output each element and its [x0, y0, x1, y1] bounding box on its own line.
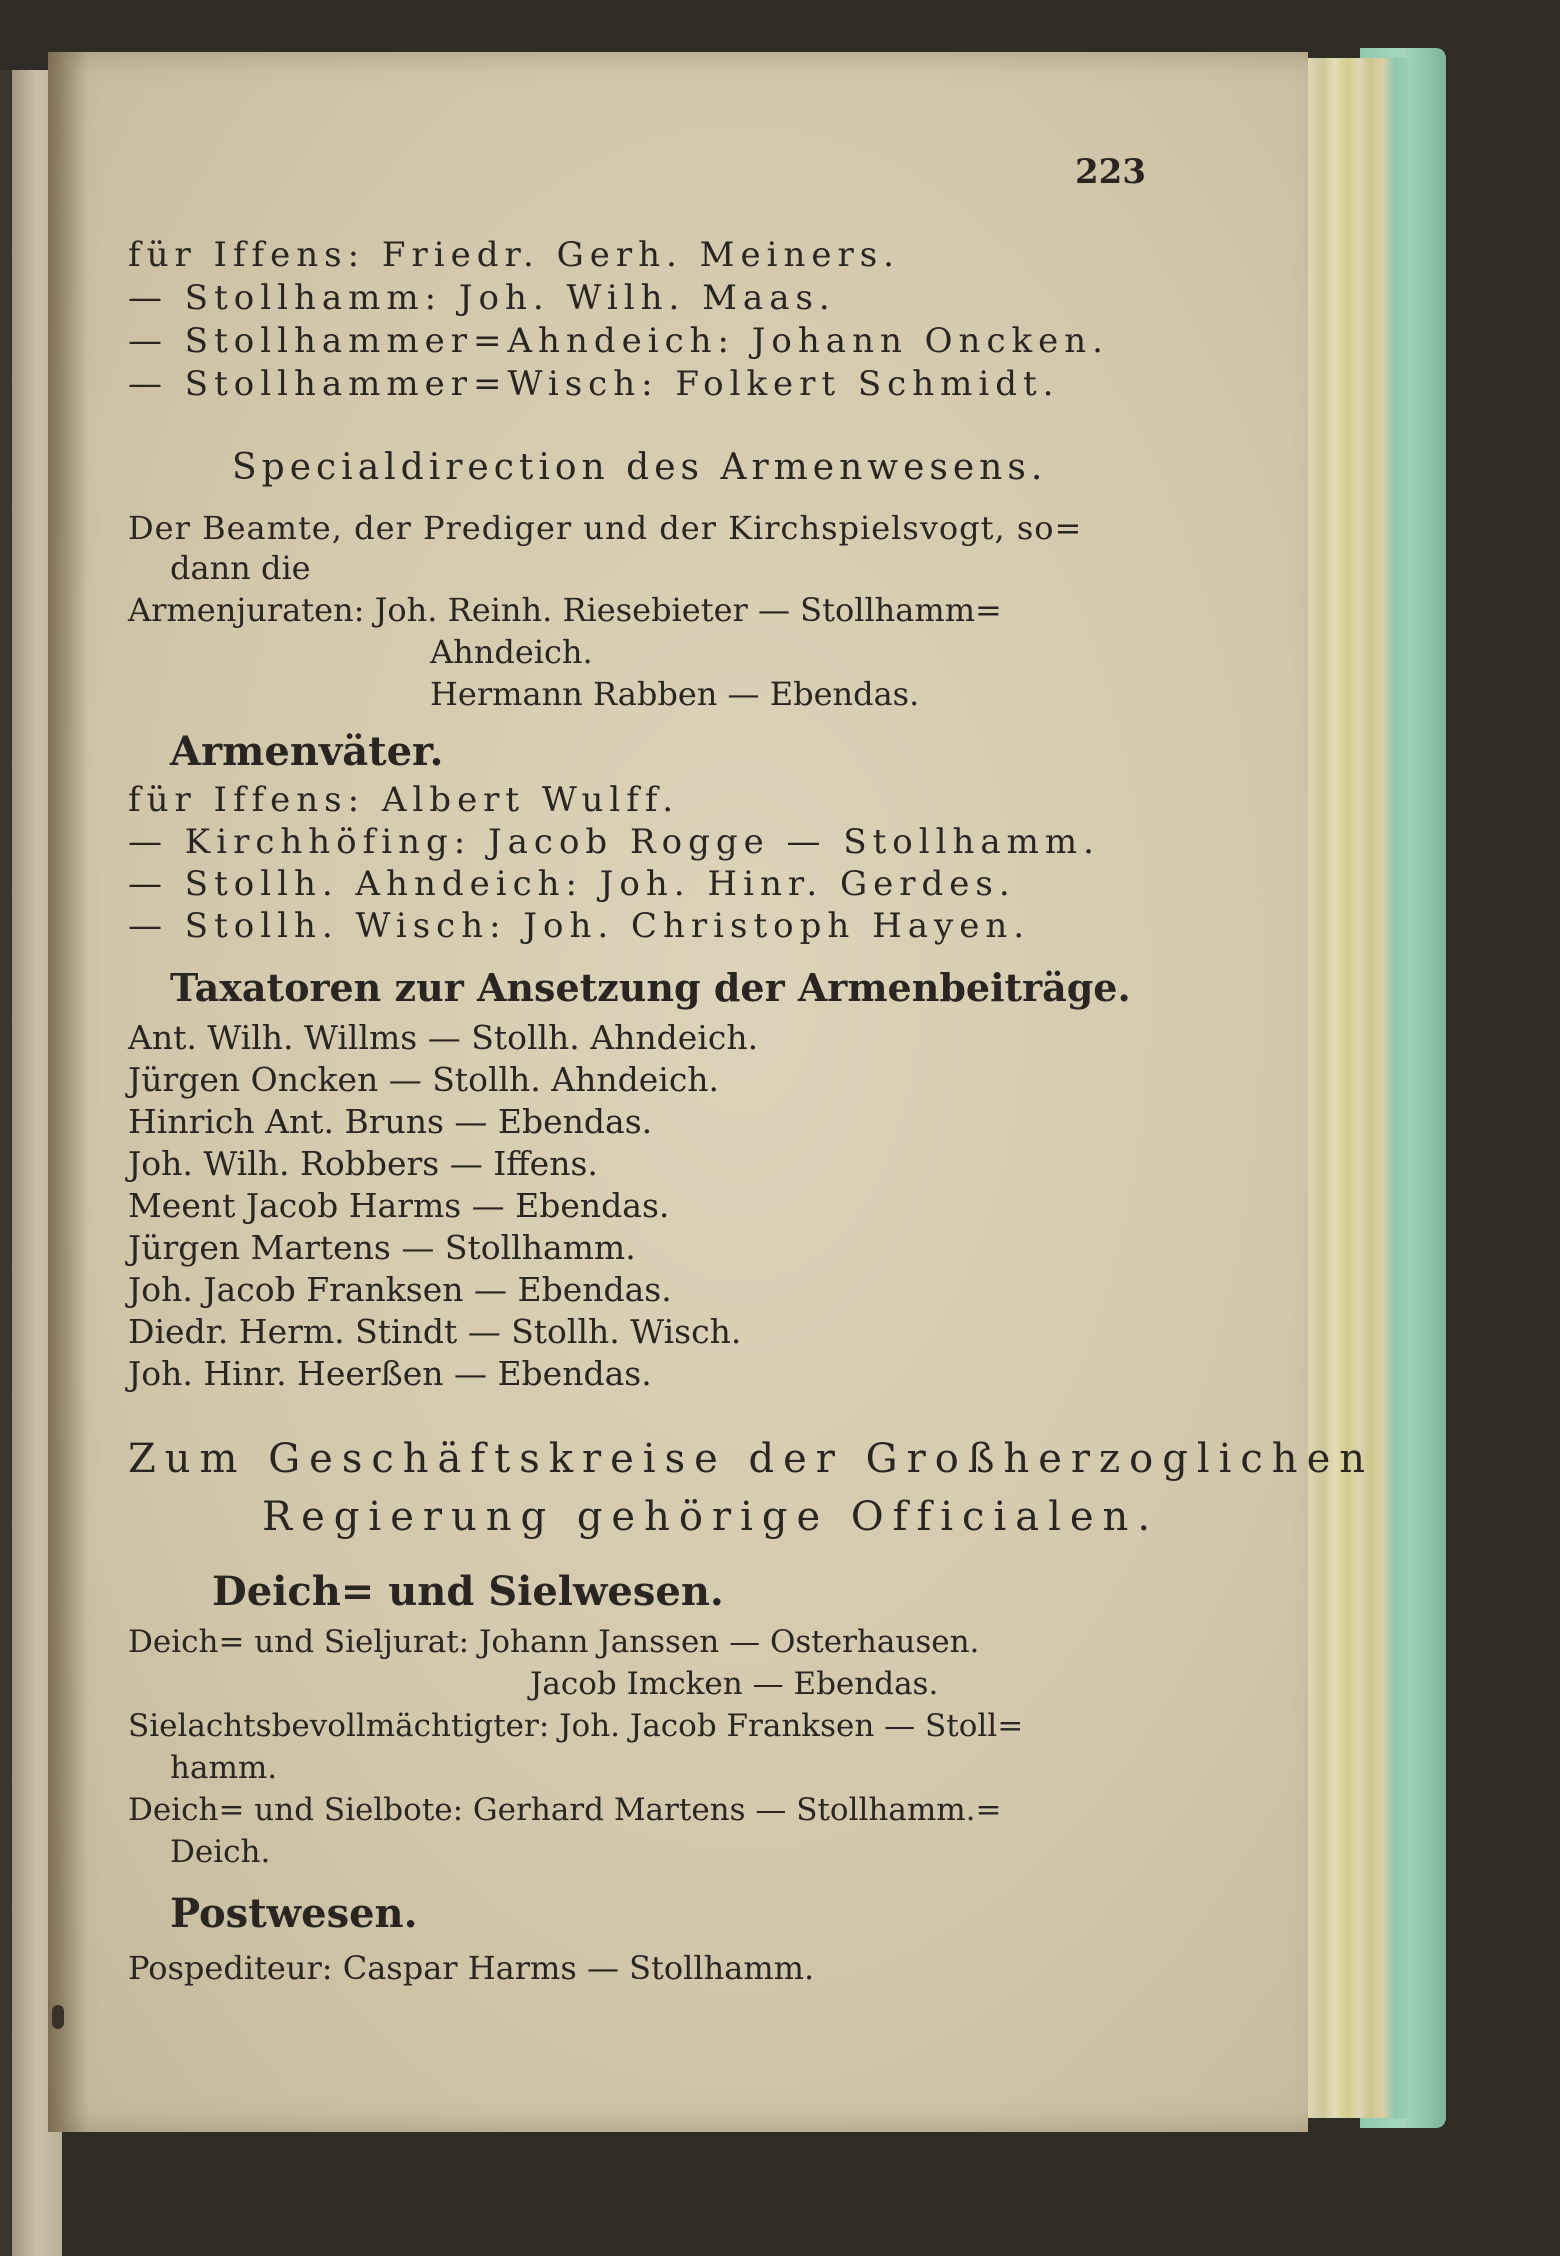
page-number: 223: [1075, 152, 1146, 192]
book-shadow: [0, 70, 12, 2256]
text-line: Armenjuraten: Joh. Reinh. Riesebieter — Stollhamm=: [128, 591, 1002, 629]
text-line: hamm.: [170, 1750, 278, 1786]
text-line: für Iffens: Albert Wulff.: [128, 780, 680, 820]
text-line: Jürgen Martens — Stollhamm.: [128, 1228, 636, 1267]
text-line: — Stollhamm: Joh. Wilh. Maas.: [128, 278, 836, 318]
section-heading: Armenväter.: [170, 728, 444, 775]
text-line: Sielachtsbevollmächtigter: Joh. Jacob Franksen — Stoll=: [128, 1708, 1024, 1744]
text-line: — Stollhammer=Wisch: Folkert Schmidt.: [128, 364, 1060, 404]
text-line: Deich= und Sielbote: Gerhard Martens — Stollhamm.=: [128, 1792, 1002, 1828]
text-line: Ant. Wilh. Willms — Stollh. Ahndeich.: [128, 1018, 759, 1057]
text-line: Jacob Imcken — Ebendas.: [530, 1666, 939, 1702]
text-line: dann die: [170, 549, 311, 587]
text-line: — Kirchhöfing: Jacob Rogge — Stollhamm.: [128, 822, 1100, 862]
section-heading: Deich= und Sielwesen.: [212, 1568, 724, 1615]
binding-hole: [52, 2005, 64, 2029]
text-line: Meent Jacob Harms — Ebendas.: [128, 1186, 670, 1225]
text-line: Hermann Rabben — Ebendas.: [430, 675, 920, 713]
text-line: Joh. Hinr. Heerßen — Ebendas.: [128, 1354, 652, 1393]
main-heading: Regierung gehörige Officialen.: [262, 1494, 1160, 1540]
text-line: Diedr. Herm. Stindt — Stollh. Wisch.: [128, 1312, 742, 1351]
section-heading: Postwesen.: [170, 1890, 418, 1937]
main-heading: Zum Geschäftskreise der Großherzoglichen: [128, 1436, 1374, 1482]
text-line: Joh. Wilh. Robbers — Iffens.: [128, 1144, 598, 1183]
text-line: Joh. Jacob Franksen — Ebendas.: [128, 1270, 672, 1309]
section-heading: Specialdirection des Armenwesens.: [232, 447, 1048, 488]
text-line: Der Beamte, der Prediger und der Kirchspielsvogt, so=: [128, 509, 1083, 547]
text-line: Pospediteur: Caspar Harms — Stollhamm.: [128, 1949, 815, 1987]
text-line: — Stollh. Wisch: Joh. Christoph Hayen.: [128, 906, 1031, 946]
text-line: Deich.: [170, 1834, 271, 1870]
text-line: Deich= und Sieljurat: Johann Janssen — Osterhausen.: [128, 1624, 980, 1660]
text-line: Jürgen Oncken — Stollh. Ahndeich.: [128, 1060, 720, 1099]
page-stack-edges: [1290, 58, 1440, 2118]
page-gutter: [48, 52, 88, 2132]
text-line: Hinrich Ant. Bruns — Ebendas.: [128, 1102, 653, 1141]
text-line: für Iffens: Friedr. Gerh. Meiners.: [128, 235, 900, 275]
text-line: — Stollhammer=Ahndeich: Johann Oncken.: [128, 321, 1109, 361]
text-line: — Stollh. Ahndeich: Joh. Hinr. Gerdes.: [128, 864, 1016, 904]
text-line: Ahndeich.: [430, 633, 593, 671]
section-heading: Taxatoren zur Ansetzung der Armenbeiträge.: [170, 965, 1131, 1010]
